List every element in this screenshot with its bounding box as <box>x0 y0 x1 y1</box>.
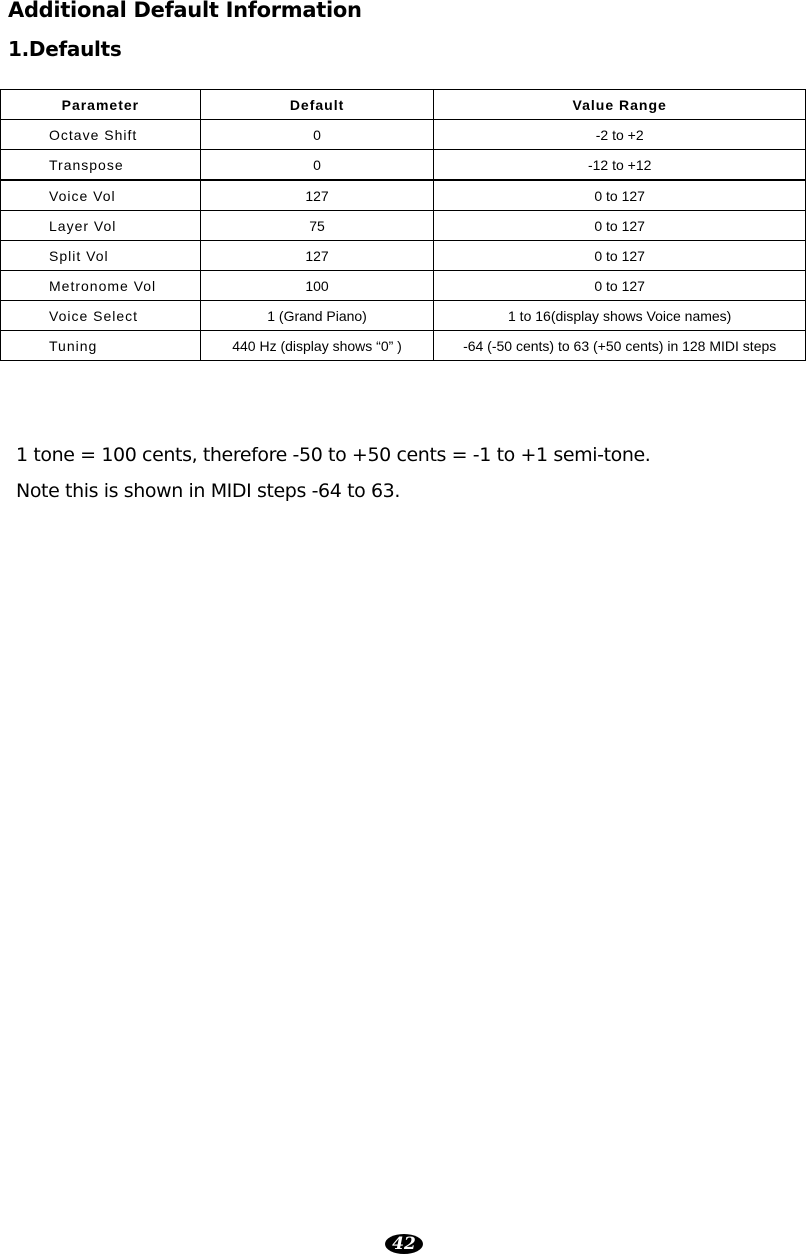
column-header-default: Default <box>200 90 434 120</box>
range-cell: 0 to 127 <box>434 271 806 301</box>
parameter-cell: Voice Vol <box>1 180 201 211</box>
table-row <box>1 150 806 181</box>
table-row <box>1 120 806 150</box>
default-cell: 127 <box>200 241 434 271</box>
table-header-row <box>1 90 806 120</box>
range-cell: -64 (-50 cents) to 63 (+50 cents) in 128 MIDI steps <box>434 331 806 361</box>
parameter-cell: Transpose <box>1 150 201 181</box>
default-cell: 0 <box>200 120 434 150</box>
default-cell: 440 Hz (display shows “0” ) <box>200 331 434 361</box>
page-title: Additional Default Information <box>8 0 362 22</box>
table-row <box>1 301 806 331</box>
parameter-cell: Tuning <box>1 331 201 361</box>
default-cell: 1 (Grand Piano) <box>200 301 434 331</box>
table-row <box>1 241 806 271</box>
default-cell: 0 <box>200 150 434 181</box>
table-row <box>1 211 806 241</box>
column-header-value-range: Value Range <box>434 90 806 120</box>
page-number-badge: 42 <box>385 1234 423 1254</box>
range-cell: -2 to +2 <box>434 120 806 150</box>
range-cell: 0 to 127 <box>434 180 806 211</box>
section-title: 1.Defaults <box>8 37 122 61</box>
note-midi-steps: Note this is shown in MIDI steps -64 to 63. <box>16 480 400 502</box>
parameter-cell: Voice Select <box>1 301 201 331</box>
range-cell: -12 to +12 <box>434 150 806 181</box>
table-row <box>1 271 806 301</box>
table-row <box>1 180 806 211</box>
parameter-cell: Octave Shift <box>1 120 201 150</box>
parameter-cell: Metronome Vol <box>1 271 201 301</box>
column-header-parameter: Parameter <box>1 90 201 120</box>
parameter-cell: Layer Vol <box>1 211 201 241</box>
range-cell: 1 to 16(display shows Voice names) <box>434 301 806 331</box>
range-cell: 0 to 127 <box>434 241 806 271</box>
parameter-cell: Split Vol <box>1 241 201 271</box>
table-row <box>1 331 806 361</box>
defaults-table <box>0 89 806 361</box>
default-cell: 75 <box>200 211 434 241</box>
note-cents-explanation: 1 tone = 100 cents, therefore -50 to +50 cents = -1 to +1 semi-tone. <box>16 444 651 466</box>
range-cell: 0 to 127 <box>434 211 806 241</box>
default-cell: 127 <box>200 180 434 211</box>
default-cell: 100 <box>200 271 434 301</box>
